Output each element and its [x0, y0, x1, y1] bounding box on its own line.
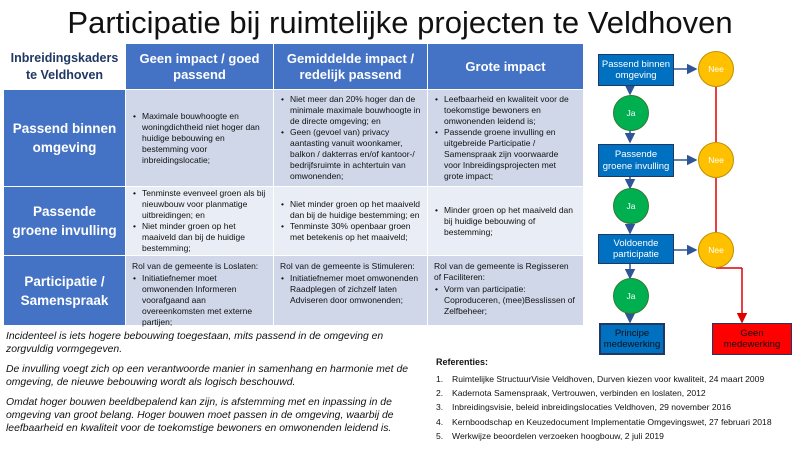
row-header-passende-groene-invulling: Passende groene invulling: [4, 187, 126, 256]
matrix-cell: [126, 256, 274, 326]
cell-intro: Rol van de gemeente is Regisseren of Faciliteren:: [434, 261, 569, 282]
matrix-cell: [274, 187, 428, 256]
reference-item: [436, 372, 796, 386]
reference-text: Kadernota Samenspraak, Vertrouwen, verbinden en loslaten, 2012: [452, 388, 706, 399]
cell-bullet: • Initiatiefnemer moet omwonenden Informeren voorafgaand aan overeenkomsten met externe partijen;: [132, 273, 267, 328]
row-header-passend-binnen-omgeving: Passend binnen omgeving: [4, 90, 126, 187]
step-passend-binnen-omgeving: Passend binnen omgeving: [598, 54, 674, 86]
references: [436, 357, 796, 443]
column-header-geen-impact: Geen impact / goed passend: [126, 44, 274, 90]
cell-bullet: • Passende groene invulling en uitgebreide Participatie / Samenspraak zijn voorwaarde voor Inbreidingsprojecten met grote impact;: [434, 127, 577, 182]
note-paragraph: De invulling voegt zich op een verantwoorde manier in samenhang en harmonie met de omgeving, de nieuwe bebouwing wordt als logisch beschouwd.: [6, 364, 409, 388]
cell-bullet: • Minder groen op het maaiveld dan bij huidige bebouwing of bestemming;: [434, 205, 577, 238]
column-header-gemiddelde-impact: Gemiddelde impact / redelijk passend: [274, 44, 428, 90]
reference-text: Inbreidingsvisie, beleid inbreidingslocaties Veldhoven, 29 november 2016: [452, 402, 732, 413]
cell-bullet: • Niet minder groen op het maaiveld dan bij de huidige bestemming; en: [280, 199, 421, 221]
reference-number: 3.: [436, 402, 444, 413]
reference-number: 4.: [436, 416, 444, 427]
explanatory-notes: [6, 330, 426, 442]
matrix-cell: [428, 187, 584, 256]
step-voldoende-participatie: Voldoende participatie: [598, 234, 674, 264]
cell-bullet: • Vorm van participatie: Coproduceren, (mee)Besslissen of Zelfbeheer;: [434, 284, 577, 317]
decision-yes: Ja: [613, 278, 649, 314]
reference-number: 2.: [436, 388, 444, 399]
cell-bullet: • Tenminste 30% openbaar groen met betekenis op het maaiveld;: [280, 221, 421, 243]
matrix-corner-label: Inbreidingskaders te Veldhoven: [4, 44, 126, 90]
reference-item: [436, 386, 796, 400]
matrix-cell: [274, 90, 428, 187]
cell-bullet: • Geen (gevoel van) privacy aantasting vanuit woonkamer, balkon / dakterras en/of kantoor-/ bedrijfsruimte in achtertuin van omwonenden;: [280, 127, 421, 182]
cell-intro: Rol van de gemeente is Stimuleren:: [280, 261, 415, 271]
matrix-cell: [126, 187, 274, 256]
decision-yes: Ja: [613, 95, 649, 131]
cell-bullet: • Initiatiefnemer moet omwonenden Raadplegen of zichzelf laten Adviseren door omwonenden;: [280, 273, 421, 306]
reference-text: Kernboodschap en Keuzedocument Implementatie Omgevingswet, 27 februari 2018: [452, 416, 772, 427]
decision-yes: Ja: [613, 188, 649, 224]
cell-bullet: • Leefbaarheid en kwaliteit voor de toekomstige bewoners en omwonenden leidend is;: [434, 94, 577, 127]
note-paragraph: Omdat hoger bouwen beeldbepalend kan zijn, is afstemming met en inpassing in de omgeving van groot belang. Hoger bouwen moet passen in de omgeving, waarbij de leefbaarheid en kwaliteit voor de toekomstige bewoners en omwonenden leidend is.: [6, 397, 394, 434]
matrix-cell: [428, 256, 584, 326]
impact-matrix: [4, 44, 584, 326]
reference-number: 1.: [436, 374, 444, 384]
cell-bullet: • Tenminste evenveel groen als bij nieuwbouw voor planmatige uitbreidingen; en: [132, 188, 267, 221]
reference-number: 5.: [436, 430, 444, 441]
reference-item: [436, 429, 796, 443]
cell-intro: Rol van de gemeente is Loslaten:: [132, 261, 259, 271]
cell-bullet: • Maximale bouwhoogte en woningdichtheid niet hoger dan huidige bebouwing en bestemming voor inbreidingslocatie;: [132, 111, 267, 166]
page-title: Participatie bij ruimtelijke projecten te Veldhoven: [67, 5, 733, 40]
decision-no: Nee: [698, 232, 734, 268]
decision-no: Nee: [698, 51, 734, 87]
outcome-principe-medewerking: Principe medewerking: [599, 323, 665, 355]
step-passende-groene-invulling: Passende groene invulling: [598, 144, 674, 177]
matrix-cell: [126, 90, 274, 187]
cell-bullet: • Niet meer dan 20% hoger dan de minimale maximale bouwhoogte in de directe omgeving; en: [280, 94, 421, 127]
matrix-cell: [274, 256, 428, 326]
decision-flowchart: [586, 40, 800, 362]
decision-no: Nee: [698, 142, 734, 178]
references-title: Referenties:: [436, 357, 489, 367]
reference-text: Ruimtelijke StructuurVisie Veldhoven, Durven kiezen voor kwaliteit, 24 maart 2009: [452, 374, 765, 384]
reference-item: [436, 400, 796, 414]
row-header-participatie-samenspraak: Participatie / Samenspraak: [4, 256, 126, 326]
reference-item: [436, 415, 796, 429]
column-header-grote-impact: Grote impact: [428, 44, 584, 90]
note-paragraph: Incidenteel is iets hogere bebouwing toegestaan, mits passend in de omgeving en zorgvuldig vormgegeven.: [6, 331, 384, 355]
cell-bullet: • Niet minder groen op het maaiveld dan bij de huidige bestemming;: [132, 221, 267, 254]
reference-text: Werkwijze beoordelen verzoeken hoogbouw, 2 juli 2019: [452, 430, 664, 441]
matrix-cell: [428, 90, 584, 187]
outcome-geen-medewerking: Geen medewerking: [712, 323, 792, 355]
